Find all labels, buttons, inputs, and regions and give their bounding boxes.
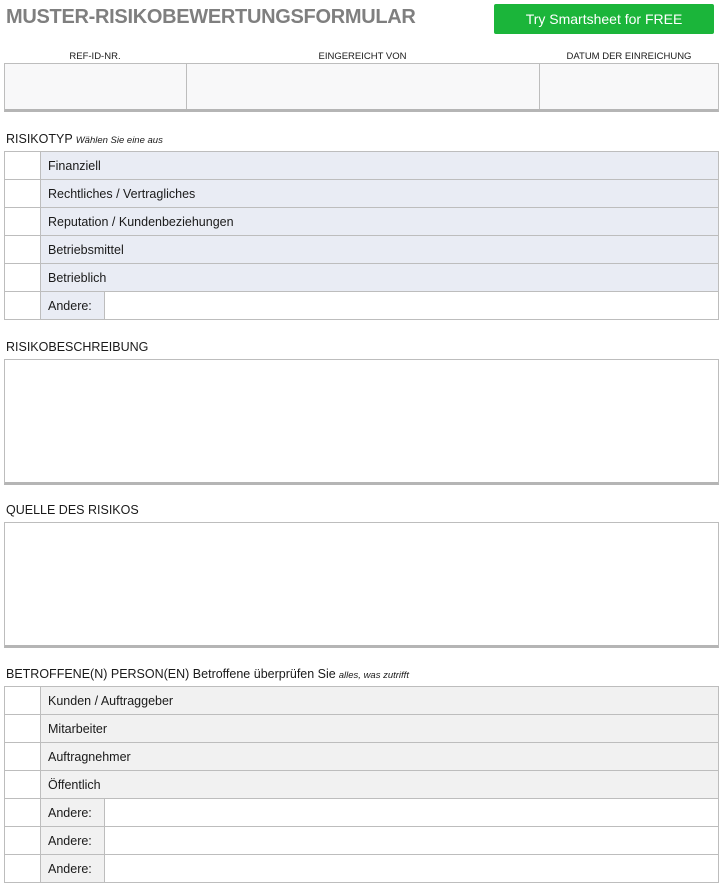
other-label: Andere: xyxy=(41,799,105,826)
list-item xyxy=(5,687,718,715)
checkbox[interactable] xyxy=(5,152,41,179)
submitted-by-field[interactable] xyxy=(187,64,540,109)
checkbox[interactable] xyxy=(5,264,41,291)
list-item xyxy=(5,236,718,264)
checkbox[interactable] xyxy=(5,292,41,319)
option-label: Auftragnehmer xyxy=(41,743,718,770)
checkbox[interactable] xyxy=(5,771,41,798)
other-input[interactable] xyxy=(105,799,718,826)
list-item xyxy=(5,827,718,855)
submission-date-field[interactable] xyxy=(540,64,718,109)
risk-description-heading: RISIKOBESCHREIBUNG xyxy=(6,340,149,354)
try-smartsheet-button[interactable]: Try Smartsheet for FREE xyxy=(494,4,714,34)
other-label: Andere: xyxy=(41,827,105,854)
list-item xyxy=(5,855,718,883)
list-item xyxy=(5,743,718,771)
checkbox[interactable] xyxy=(5,827,41,854)
page-title: MUSTER-RISIKOBEWERTUNGSFORMULAR xyxy=(6,6,416,28)
option-label: Kunden / Auftraggeber xyxy=(41,687,718,714)
checkbox[interactable] xyxy=(5,855,41,882)
list-item xyxy=(5,771,718,799)
risk-type-heading xyxy=(6,132,163,146)
checkbox[interactable] xyxy=(5,799,41,826)
list-item xyxy=(5,180,718,208)
option-label: Reputation / Kundenbeziehungen xyxy=(41,208,718,235)
ref-id-field[interactable] xyxy=(5,64,187,109)
list-item xyxy=(5,208,718,236)
ref-id-label: REF-ID-NR. xyxy=(69,51,121,62)
other-input[interactable] xyxy=(105,827,718,854)
option-label: Finanziell xyxy=(41,152,718,179)
other-input[interactable] xyxy=(105,855,718,882)
list-item xyxy=(5,264,718,292)
option-label: Betrieblich xyxy=(41,264,718,291)
list-item xyxy=(5,292,718,320)
checkbox[interactable] xyxy=(5,180,41,207)
risk-type-options xyxy=(4,151,719,320)
list-item xyxy=(5,152,718,180)
option-label: Öffentlich xyxy=(41,771,718,798)
list-item xyxy=(5,799,718,827)
checkbox[interactable] xyxy=(5,743,41,770)
option-label: Rechtliches / Vertragliches xyxy=(41,180,718,207)
risk-source-field[interactable] xyxy=(4,522,719,648)
checkbox[interactable] xyxy=(5,687,41,714)
affected-options xyxy=(4,686,719,883)
other-input[interactable] xyxy=(105,292,718,319)
checkbox[interactable] xyxy=(5,236,41,263)
option-label: Mitarbeiter xyxy=(41,715,718,742)
affected-hint: alles, was zutrifft xyxy=(338,670,409,681)
submitted-by-label: EINGEREICHT VON xyxy=(318,51,407,62)
submission-date-label: DATUM DER EINREICHUNG xyxy=(566,51,692,62)
list-item xyxy=(5,715,718,743)
other-label: Andere: xyxy=(41,855,105,882)
checkbox[interactable] xyxy=(5,208,41,235)
info-fields-row xyxy=(4,63,719,112)
affected-heading xyxy=(6,667,409,681)
checkbox[interactable] xyxy=(5,715,41,742)
option-label: Betriebsmittel xyxy=(41,236,718,263)
other-label: Andere: xyxy=(41,292,105,319)
risk-description-field[interactable] xyxy=(4,359,719,485)
risk-type-hint: Wählen Sie eine aus xyxy=(75,135,163,146)
risk-source-heading: QUELLE DES RISIKOS xyxy=(6,503,139,517)
risk-type-title: RISIKOTYP xyxy=(6,132,73,146)
affected-title: BETROFFENE(N) PERSON(EN) Betroffene überprüfen Sie xyxy=(6,667,336,681)
